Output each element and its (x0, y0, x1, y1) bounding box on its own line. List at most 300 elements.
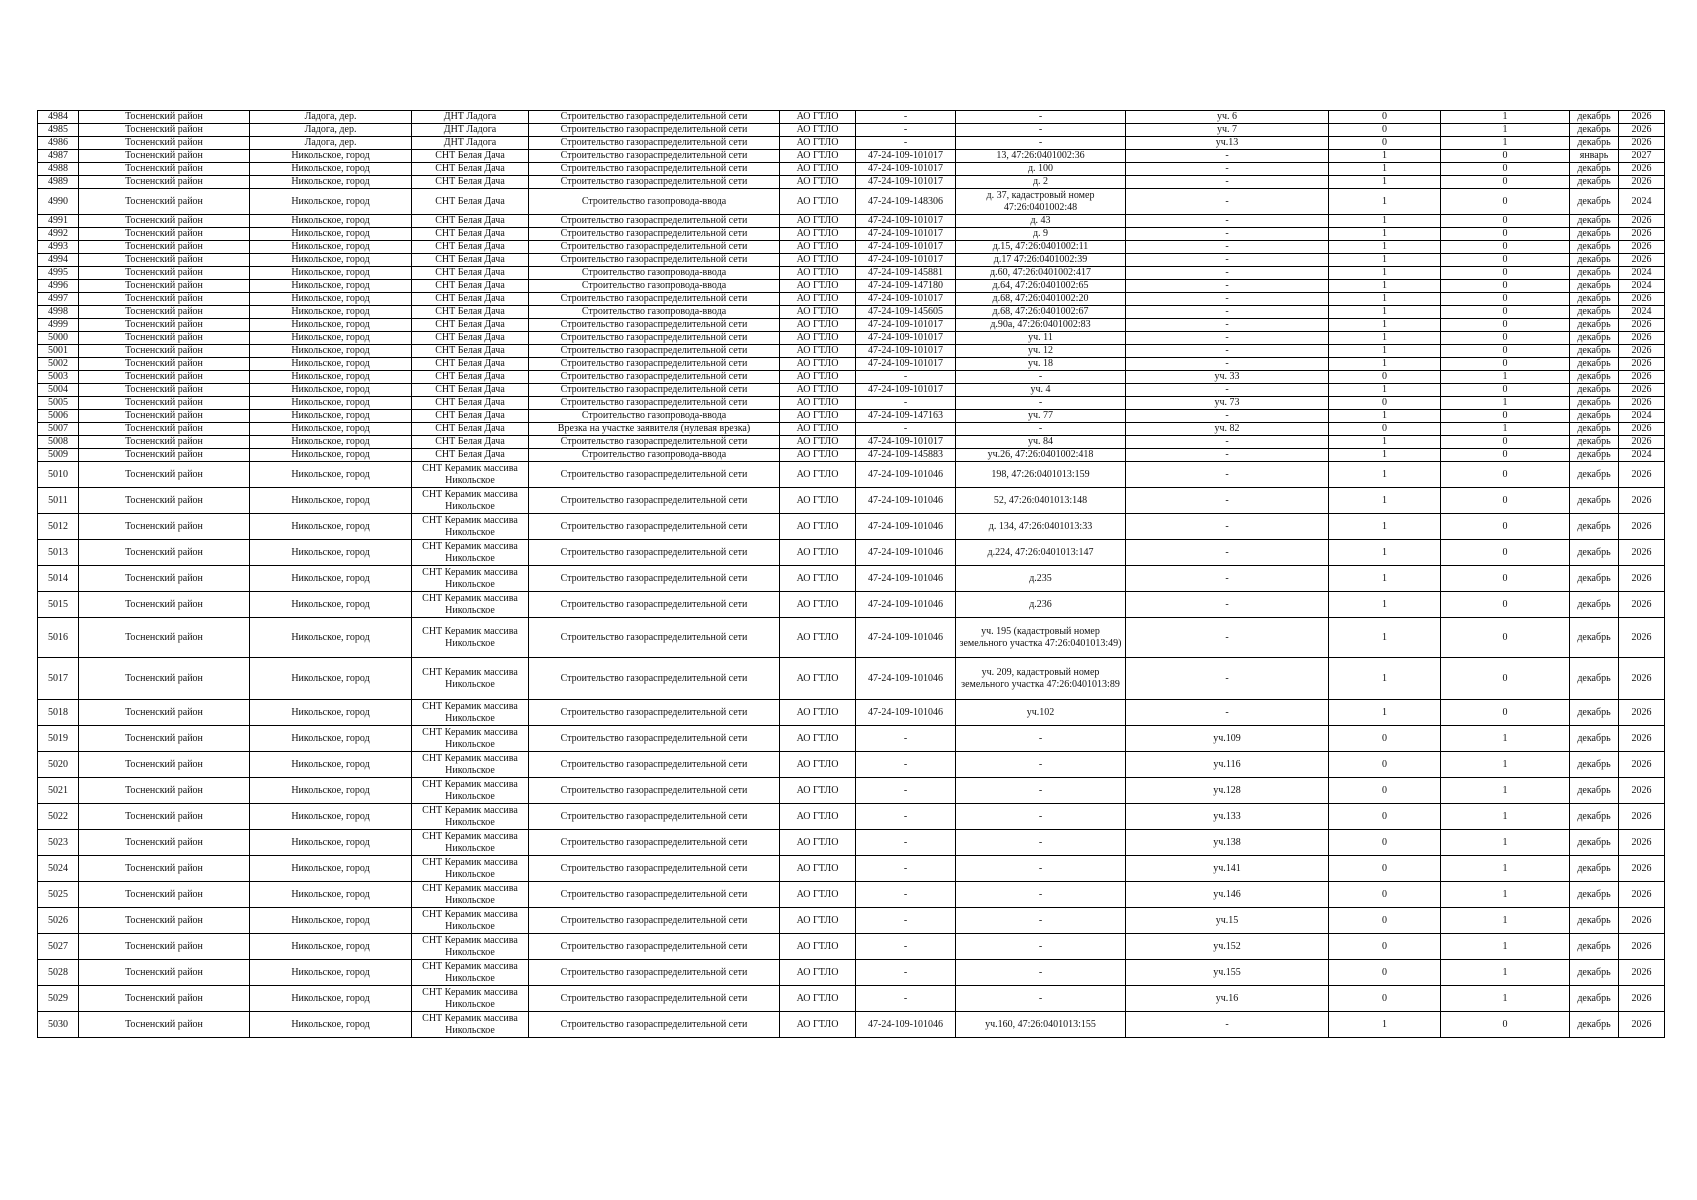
plot-cell: - (1126, 332, 1329, 345)
table-row (38, 436, 1665, 449)
address-cell: уч. 11 (956, 332, 1126, 345)
district-cell: Тосненский район (79, 462, 250, 488)
address-cell: - (956, 124, 1126, 137)
table-row (38, 319, 1665, 332)
flag-a-cell: 1 (1329, 1012, 1441, 1038)
district-cell: Тосненский район (79, 540, 250, 566)
year-cell: 2026 (1619, 332, 1665, 345)
district-cell: Тосненский район (79, 856, 250, 882)
organization-cell: СНТ Белая Дача (412, 293, 529, 306)
row-number-cell: 5002 (38, 358, 79, 371)
plot-cell: уч.141 (1126, 856, 1329, 882)
settlement-cell: Никольское, город (250, 514, 412, 540)
year-cell: 2026 (1619, 228, 1665, 241)
month-cell: декабрь (1570, 332, 1619, 345)
organization-cell: СНТ Керамик массива Никольское (412, 778, 529, 804)
year-cell: 2024 (1619, 449, 1665, 462)
month-cell: декабрь (1570, 934, 1619, 960)
work-type-cell: Строительство газораспределительной сети (529, 514, 780, 540)
flag-a-cell: 1 (1329, 280, 1441, 293)
settlement-cell: Никольское, город (250, 882, 412, 908)
settlement-cell: Никольское, город (250, 540, 412, 566)
organization-cell: ДНТ Ладога (412, 137, 529, 150)
district-cell: Тосненский район (79, 215, 250, 228)
flag-a-cell: 1 (1329, 332, 1441, 345)
address-cell: д.64, 47:26:0401002:65 (956, 280, 1126, 293)
year-cell: 2026 (1619, 566, 1665, 592)
table-row (38, 934, 1665, 960)
flag-b-cell: 1 (1441, 882, 1570, 908)
district-cell: Тосненский район (79, 280, 250, 293)
organization-cell: СНТ Керамик массива Никольское (412, 804, 529, 830)
plot-cell: - (1126, 358, 1329, 371)
work-type-cell: Строительство газораспределительной сети (529, 566, 780, 592)
row-number-cell: 5004 (38, 384, 79, 397)
project-code-cell: - (856, 137, 956, 150)
district-cell: Тосненский район (79, 423, 250, 436)
settlement-cell: Никольское, город (250, 658, 412, 700)
organization-cell: СНТ Белая Дача (412, 358, 529, 371)
flag-a-cell: 1 (1329, 228, 1441, 241)
address-cell: уч.26, 47:26:0401002:418 (956, 449, 1126, 462)
table-row (38, 410, 1665, 423)
address-cell: д. 100 (956, 163, 1126, 176)
organization-cell: ДНТ Ладога (412, 124, 529, 137)
project-code-cell: - (856, 752, 956, 778)
district-cell: Тосненский район (79, 111, 250, 124)
organization-cell: СНТ Белая Дача (412, 228, 529, 241)
project-code-cell: 47-24-109-101046 (856, 462, 956, 488)
district-cell: Тосненский район (79, 397, 250, 410)
operator-cell: АО ГТЛО (780, 908, 856, 934)
table-row (38, 384, 1665, 397)
month-cell: декабрь (1570, 488, 1619, 514)
year-cell: 2024 (1619, 306, 1665, 319)
settlement-cell: Никольское, город (250, 830, 412, 856)
row-number-cell: 5024 (38, 856, 79, 882)
flag-a-cell: 0 (1329, 934, 1441, 960)
organization-cell: СНТ Керамик массива Никольское (412, 658, 529, 700)
row-number-cell: 5016 (38, 618, 79, 658)
project-code-cell: 47-24-109-101017 (856, 332, 956, 345)
address-cell: - (956, 960, 1126, 986)
table-row (38, 752, 1665, 778)
year-cell: 2026 (1619, 176, 1665, 189)
flag-b-cell: 1 (1441, 423, 1570, 436)
month-cell: декабрь (1570, 410, 1619, 423)
table-row (38, 124, 1665, 137)
flag-a-cell: 0 (1329, 726, 1441, 752)
operator-cell: АО ГТЛО (780, 228, 856, 241)
month-cell: декабрь (1570, 319, 1619, 332)
work-type-cell: Строительство газораспределительной сети (529, 241, 780, 254)
organization-cell: СНТ Белая Дача (412, 449, 529, 462)
gasification-register-table (37, 110, 1665, 1038)
address-cell: д.17 47:26:0401002:39 (956, 254, 1126, 267)
project-code-cell: 47-24-109-101046 (856, 592, 956, 618)
plot-cell: - (1126, 254, 1329, 267)
month-cell: декабрь (1570, 830, 1619, 856)
flag-b-cell: 0 (1441, 449, 1570, 462)
row-number-cell: 4998 (38, 306, 79, 319)
organization-cell: СНТ Керамик массива Никольское (412, 566, 529, 592)
table-row (38, 215, 1665, 228)
district-cell: Тосненский район (79, 1012, 250, 1038)
month-cell: декабрь (1570, 882, 1619, 908)
project-code-cell: 47-24-109-148306 (856, 189, 956, 215)
settlement-cell: Никольское, город (250, 618, 412, 658)
organization-cell: СНТ Белая Дача (412, 241, 529, 254)
plot-cell: - (1126, 436, 1329, 449)
table-row (38, 856, 1665, 882)
year-cell: 2027 (1619, 150, 1665, 163)
table-row (38, 908, 1665, 934)
flag-a-cell: 0 (1329, 397, 1441, 410)
operator-cell: АО ГТЛО (780, 176, 856, 189)
address-cell: д.60, 47:26:0401002:417 (956, 267, 1126, 280)
operator-cell: АО ГТЛО (780, 856, 856, 882)
flag-a-cell: 1 (1329, 345, 1441, 358)
month-cell: декабрь (1570, 345, 1619, 358)
work-type-cell: Строительство газораспределительной сети (529, 960, 780, 986)
organization-cell: СНТ Керамик массива Никольское (412, 908, 529, 934)
month-cell: декабрь (1570, 306, 1619, 319)
flag-a-cell: 1 (1329, 410, 1441, 423)
register-sheet (37, 110, 1664, 1038)
settlement-cell: Никольское, город (250, 1012, 412, 1038)
flag-a-cell: 1 (1329, 449, 1441, 462)
year-cell: 2024 (1619, 410, 1665, 423)
year-cell: 2026 (1619, 658, 1665, 700)
settlement-cell: Никольское, город (250, 228, 412, 241)
organization-cell: СНТ Керамик массива Никольское (412, 986, 529, 1012)
flag-b-cell: 0 (1441, 345, 1570, 358)
flag-a-cell: 0 (1329, 908, 1441, 934)
row-number-cell: 5007 (38, 423, 79, 436)
project-code-cell: 47-24-109-101046 (856, 1012, 956, 1038)
row-number-cell: 5000 (38, 332, 79, 345)
table-row (38, 254, 1665, 267)
project-code-cell: - (856, 960, 956, 986)
organization-cell: СНТ Белая Дача (412, 176, 529, 189)
settlement-cell: Никольское, город (250, 254, 412, 267)
project-code-cell: 47-24-109-101017 (856, 150, 956, 163)
operator-cell: АО ГТЛО (780, 934, 856, 960)
plot-cell: уч.128 (1126, 778, 1329, 804)
flag-a-cell: 1 (1329, 514, 1441, 540)
month-cell: декабрь (1570, 111, 1619, 124)
work-type-cell: Строительство газораспределительной сети (529, 436, 780, 449)
table-row (38, 592, 1665, 618)
flag-a-cell: 0 (1329, 371, 1441, 384)
year-cell: 2026 (1619, 856, 1665, 882)
year-cell: 2026 (1619, 358, 1665, 371)
project-code-cell: - (856, 726, 956, 752)
table-row (38, 830, 1665, 856)
flag-a-cell: 1 (1329, 150, 1441, 163)
table-row (38, 228, 1665, 241)
month-cell: декабрь (1570, 267, 1619, 280)
district-cell: Тосненский район (79, 726, 250, 752)
settlement-cell: Никольское, город (250, 726, 412, 752)
plot-cell: уч.138 (1126, 830, 1329, 856)
organization-cell: СНТ Белая Дача (412, 345, 529, 358)
table-row (38, 423, 1665, 436)
plot-cell: - (1126, 176, 1329, 189)
settlement-cell: Никольское, город (250, 960, 412, 986)
address-cell: - (956, 986, 1126, 1012)
address-cell: - (956, 137, 1126, 150)
settlement-cell: Никольское, город (250, 371, 412, 384)
project-code-cell: 47-24-109-101017 (856, 345, 956, 358)
project-code-cell: - (856, 830, 956, 856)
address-cell: д. 2 (956, 176, 1126, 189)
row-number-cell: 4995 (38, 267, 79, 280)
project-code-cell: - (856, 111, 956, 124)
operator-cell: АО ГТЛО (780, 986, 856, 1012)
plot-cell: - (1126, 514, 1329, 540)
month-cell: декабрь (1570, 124, 1619, 137)
plot-cell: - (1126, 592, 1329, 618)
table-row (38, 111, 1665, 124)
flag-b-cell: 0 (1441, 150, 1570, 163)
settlement-cell: Никольское, город (250, 804, 412, 830)
row-number-cell: 4999 (38, 319, 79, 332)
flag-b-cell: 0 (1441, 514, 1570, 540)
flag-b-cell: 0 (1441, 1012, 1570, 1038)
operator-cell: АО ГТЛО (780, 618, 856, 658)
month-cell: декабрь (1570, 908, 1619, 934)
month-cell: декабрь (1570, 293, 1619, 306)
flag-b-cell: 0 (1441, 163, 1570, 176)
row-number-cell: 5014 (38, 566, 79, 592)
flag-b-cell: 1 (1441, 778, 1570, 804)
operator-cell: АО ГТЛО (780, 804, 856, 830)
project-code-cell: - (856, 804, 956, 830)
table-row (38, 1012, 1665, 1038)
work-type-cell: Строительство газораспределительной сети (529, 319, 780, 332)
table-row (38, 176, 1665, 189)
month-cell: декабрь (1570, 397, 1619, 410)
flag-a-cell: 1 (1329, 540, 1441, 566)
settlement-cell: Никольское, город (250, 410, 412, 423)
table-row (38, 540, 1665, 566)
organization-cell: СНТ Белая Дача (412, 267, 529, 280)
month-cell: декабрь (1570, 1012, 1619, 1038)
flag-b-cell: 0 (1441, 488, 1570, 514)
row-number-cell: 5011 (38, 488, 79, 514)
row-number-cell: 4993 (38, 241, 79, 254)
address-cell: д. 43 (956, 215, 1126, 228)
year-cell: 2026 (1619, 1012, 1665, 1038)
project-code-cell: 47-24-109-145605 (856, 306, 956, 319)
month-cell: декабрь (1570, 371, 1619, 384)
month-cell: декабрь (1570, 856, 1619, 882)
table-row (38, 280, 1665, 293)
address-cell: уч. 4 (956, 384, 1126, 397)
table-row (38, 986, 1665, 1012)
work-type-cell: Врезка на участке заявителя (нулевая врезка) (529, 423, 780, 436)
settlement-cell: Никольское, город (250, 449, 412, 462)
flag-a-cell: 0 (1329, 137, 1441, 150)
operator-cell: АО ГТЛО (780, 410, 856, 423)
row-number-cell: 5027 (38, 934, 79, 960)
table-row (38, 306, 1665, 319)
operator-cell: АО ГТЛО (780, 566, 856, 592)
month-cell: декабрь (1570, 726, 1619, 752)
plot-cell: - (1126, 319, 1329, 332)
flag-b-cell: 1 (1441, 960, 1570, 986)
project-code-cell: 47-24-109-101046 (856, 700, 956, 726)
flag-a-cell: 1 (1329, 658, 1441, 700)
operator-cell: АО ГТЛО (780, 293, 856, 306)
month-cell: декабрь (1570, 358, 1619, 371)
settlement-cell: Никольское, город (250, 150, 412, 163)
plot-cell: - (1126, 241, 1329, 254)
plot-cell: - (1126, 700, 1329, 726)
row-number-cell: 4985 (38, 124, 79, 137)
district-cell: Тосненский район (79, 358, 250, 371)
row-number-cell: 5006 (38, 410, 79, 423)
work-type-cell: Строительство газораспределительной сети (529, 371, 780, 384)
flag-b-cell: 1 (1441, 371, 1570, 384)
work-type-cell: Строительство газораспределительной сети (529, 124, 780, 137)
organization-cell: СНТ Белая Дача (412, 319, 529, 332)
district-cell: Тосненский район (79, 384, 250, 397)
flag-b-cell: 0 (1441, 332, 1570, 345)
project-code-cell: - (856, 371, 956, 384)
year-cell: 2026 (1619, 371, 1665, 384)
settlement-cell: Никольское, город (250, 293, 412, 306)
year-cell: 2026 (1619, 488, 1665, 514)
plot-cell: - (1126, 293, 1329, 306)
settlement-cell: Никольское, город (250, 319, 412, 332)
operator-cell: АО ГТЛО (780, 960, 856, 986)
organization-cell: СНТ Белая Дача (412, 280, 529, 293)
month-cell: декабрь (1570, 163, 1619, 176)
project-code-cell: 47-24-109-101017 (856, 176, 956, 189)
flag-a-cell: 1 (1329, 254, 1441, 267)
flag-b-cell: 0 (1441, 436, 1570, 449)
work-type-cell: Строительство газораспределительной сети (529, 986, 780, 1012)
year-cell: 2026 (1619, 540, 1665, 566)
organization-cell: СНТ Керамик массива Никольское (412, 540, 529, 566)
row-number-cell: 4997 (38, 293, 79, 306)
district-cell: Тосненский район (79, 189, 250, 215)
address-cell: уч. 77 (956, 410, 1126, 423)
month-cell: декабрь (1570, 804, 1619, 830)
organization-cell: СНТ Белая Дача (412, 332, 529, 345)
flag-a-cell: 1 (1329, 488, 1441, 514)
month-cell: декабрь (1570, 137, 1619, 150)
row-number-cell: 4991 (38, 215, 79, 228)
plot-cell: уч. 7 (1126, 124, 1329, 137)
year-cell: 2026 (1619, 215, 1665, 228)
flag-a-cell: 1 (1329, 319, 1441, 332)
flag-a-cell: 0 (1329, 830, 1441, 856)
organization-cell: СНТ Керамик массива Никольское (412, 1012, 529, 1038)
year-cell: 2026 (1619, 124, 1665, 137)
district-cell: Тосненский район (79, 163, 250, 176)
district-cell: Тосненский район (79, 488, 250, 514)
operator-cell: АО ГТЛО (780, 280, 856, 293)
address-cell: д.235 (956, 566, 1126, 592)
address-cell: - (956, 423, 1126, 436)
operator-cell: АО ГТЛО (780, 592, 856, 618)
operator-cell: АО ГТЛО (780, 540, 856, 566)
plot-cell: - (1126, 280, 1329, 293)
district-cell: Тосненский район (79, 228, 250, 241)
district-cell: Тосненский район (79, 176, 250, 189)
table-row (38, 189, 1665, 215)
month-cell: декабрь (1570, 228, 1619, 241)
flag-a-cell: 1 (1329, 189, 1441, 215)
project-code-cell: 47-24-109-101017 (856, 293, 956, 306)
table-row (38, 332, 1665, 345)
operator-cell: АО ГТЛО (780, 215, 856, 228)
month-cell: декабрь (1570, 514, 1619, 540)
month-cell: январь (1570, 150, 1619, 163)
project-code-cell: 47-24-109-101046 (856, 540, 956, 566)
address-cell: д.68, 47:26:0401002:67 (956, 306, 1126, 319)
address-cell: 198, 47:26:0401013:159 (956, 462, 1126, 488)
flag-b-cell: 1 (1441, 804, 1570, 830)
flag-b-cell: 1 (1441, 397, 1570, 410)
plot-cell: - (1126, 267, 1329, 280)
organization-cell: СНТ Белая Дача (412, 436, 529, 449)
month-cell: декабрь (1570, 176, 1619, 189)
flag-a-cell: 0 (1329, 111, 1441, 124)
organization-cell: СНТ Керамик массива Никольское (412, 856, 529, 882)
organization-cell: СНТ Белая Дача (412, 254, 529, 267)
address-cell: уч. 84 (956, 436, 1126, 449)
operator-cell: АО ГТЛО (780, 488, 856, 514)
work-type-cell: Строительство газораспределительной сети (529, 726, 780, 752)
flag-a-cell: 0 (1329, 778, 1441, 804)
row-number-cell: 5009 (38, 449, 79, 462)
table-row (38, 241, 1665, 254)
flag-b-cell: 1 (1441, 856, 1570, 882)
settlement-cell: Никольское, город (250, 384, 412, 397)
year-cell: 2026 (1619, 163, 1665, 176)
work-type-cell: Строительство газораспределительной сети (529, 908, 780, 934)
row-number-cell: 5020 (38, 752, 79, 778)
flag-b-cell: 1 (1441, 986, 1570, 1012)
table-row (38, 150, 1665, 163)
operator-cell: АО ГТЛО (780, 267, 856, 280)
month-cell: декабрь (1570, 778, 1619, 804)
flag-a-cell: 0 (1329, 752, 1441, 778)
project-code-cell: - (856, 397, 956, 410)
work-type-cell: Строительство газораспределительной сети (529, 488, 780, 514)
flag-b-cell: 0 (1441, 319, 1570, 332)
district-cell: Тосненский район (79, 436, 250, 449)
flag-b-cell: 0 (1441, 658, 1570, 700)
address-cell: - (956, 908, 1126, 934)
row-number-cell: 5023 (38, 830, 79, 856)
year-cell: 2026 (1619, 700, 1665, 726)
year-cell: 2026 (1619, 908, 1665, 934)
address-cell: - (956, 726, 1126, 752)
plot-cell: - (1126, 306, 1329, 319)
settlement-cell: Никольское, город (250, 462, 412, 488)
year-cell: 2026 (1619, 804, 1665, 830)
project-code-cell: - (856, 778, 956, 804)
organization-cell: СНТ Керамик массива Никольское (412, 700, 529, 726)
flag-b-cell: 1 (1441, 934, 1570, 960)
work-type-cell: Строительство газораспределительной сети (529, 150, 780, 163)
year-cell: 2024 (1619, 280, 1665, 293)
